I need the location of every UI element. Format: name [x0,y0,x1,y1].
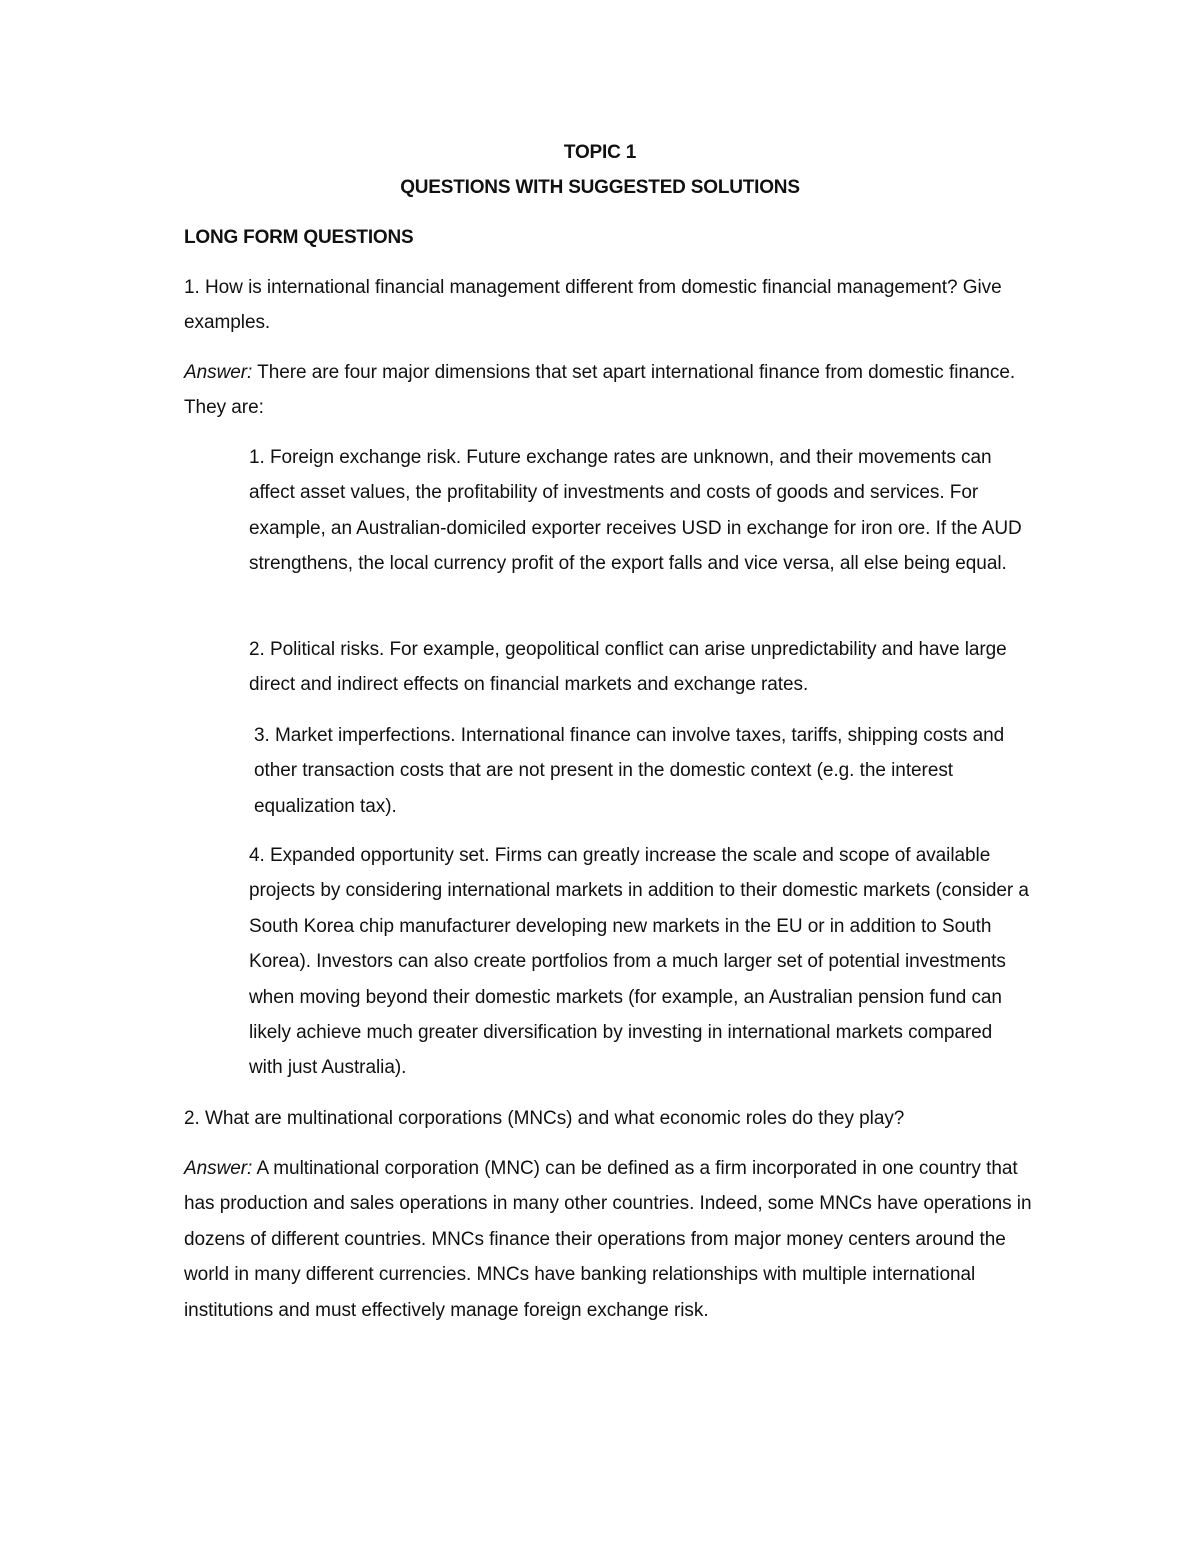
answer-label: Answer: [184,1158,253,1179]
question-2: 2. What are multinational corporations (MNCs) and what economic roles do they play? [184,1108,905,1129]
page-title: TOPIC 1 [563,142,637,163]
answer-1 [184,355,1034,426]
answer-text: There are four major dimensions that set apart international finance from domestic finance. They are: [184,362,1016,419]
answer-label: Answer: [184,362,253,383]
page-subtitle: QUESTIONS WITH SUGGESTED SOLUTIONS [400,177,800,198]
list-item: 1. Foreign exchange risk. Future exchange rates are unknown, and their movements can affect asset values, the profitability of investments and costs of goods and services. For example, an Australian-domiciled exporter receives USD in exchange for iron ore. If the AUD strengthens, the local currency profit of the export falls and vice versa, all else being equal. [249,447,1022,575]
answer-text: A multinational corporation (MNC) can be defined as a firm incorporated in one country that has production and sales operations in many other countries. Indeed, some MNCs have operations in dozens of different countries. MNCs finance their operations from major money centers around the world in many different currencies. MNCs have banking relationships with multiple international institutions and must effectively manage foreign exchange risk. [184,1158,1032,1321]
section-heading: LONG FORM QUESTIONS [184,227,414,248]
list-item: 3. Market imperfections. International finance can involve taxes, tariffs, shipping costs and other transaction costs that are not present in the domestic context (e.g. the interest equalization tax). [254,725,1005,817]
answer-2 [184,1151,1034,1328]
question-1: 1. How is international financial management different from domestic financial management? Give examples. [184,277,1002,334]
list-item: 4. Expanded opportunity set. Firms can greatly increase the scale and scope of available projects by considering international markets in addition to their domestic markets (consider a South Korea chip manufacturer developing new markets in the EU or in addition to South Korea). Investors can also create portfolios from a much larger set of potential investments when moving beyond their domestic markets (for example, an Australian pension fund can likely achieve much greater diversification by investing in international markets compared with just Australia). [249,845,1029,1079]
list-item: 2. Political risks. For example, geopolitical conflict can arise unpredictability and have large direct and indirect effects on financial markets and exchange rates. [249,639,1007,696]
